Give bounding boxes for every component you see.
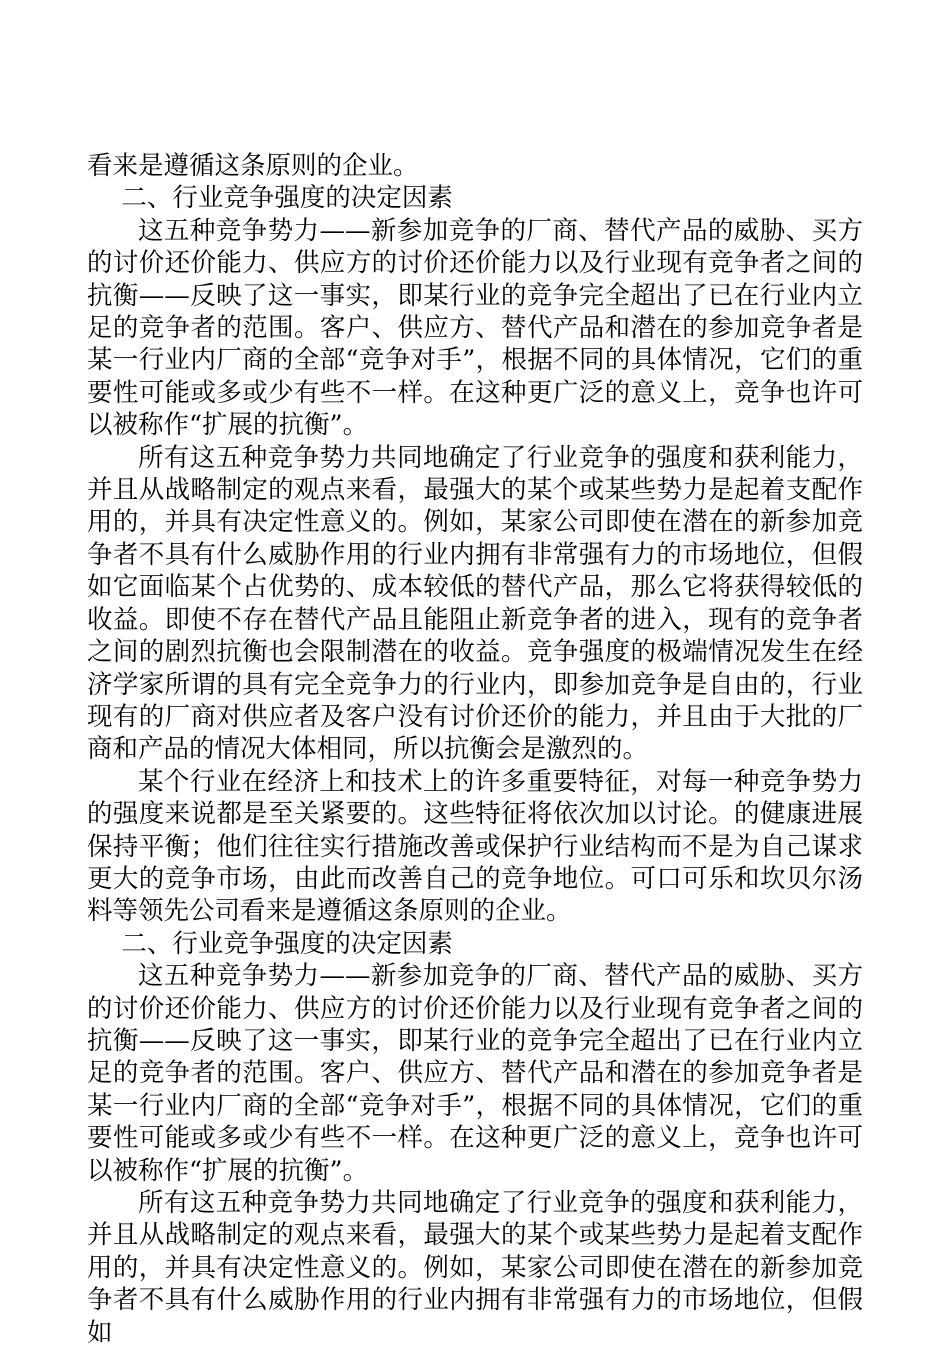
paragraph: 某个行业在经济上和技术上的许多重要特征，对每一种竞争势力的强度来说都是至关紧要的。这些特征将依次加以讨论。的健康进展保持平衡；他们往往实行措施改善或保护行业结构而不是为自己谋求更大的竞争市场，由此而改善自己的竞争地位。可口可乐和坎贝尔汤料等领先公司看来是遵循这条原则的企业。 bbox=[87, 766, 863, 927]
paragraph: 所有这五种竞争势力共同地确定了行业竞争的强度和获利能力，并且从战略制定的观点来看，最强大的某个或某些势力是起着支配作用的，并具有决定性意义的。例如，某家公司即使在潜在的新参加竞争者不具有什么威胁作用的行业内拥有非常强有力的市场地位，但假如 bbox=[87, 1188, 863, 1348]
paragraph: 所有这五种竞争势力共同地确定了行业竞争的强度和获利能力，并且从战略制定的观点来看，最强大的某个或某些势力是起着支配作用的，并具有决定性意义的。例如，某家公司即使在潜在的新参加竞争者不具有什么威胁作用的行业内拥有非常强有力的市场地位，但假如它面临某个占优势的、成本较低的替代产品，那么它将获得较低的收益。即使不存在替代产品且能阻止新竞争者的进入，现有的竞争者之间的剧烈抗衡也会限制潜在的收益。竞争强度的极端情况发生在经济学家所谓的具有完全竞争力的行业内，即参加竞争是自由的，行业现有的厂商对供应者及客户没有讨价还价的能力，并且由于大批的厂商和产品的情况大体相同，所以抗衡会是激烈的。 bbox=[87, 442, 863, 765]
section-heading: 二、行业竞争强度的决定因素 bbox=[121, 928, 453, 959]
paragraph: 这五种竞争势力——新参加竞争的厂商、替代产品的威胁、买方的讨价还价能力、供应方的讨价还价能力以及行业现有竞争者之间的抗衡——反映了这一事实，即某行业的竞争完全超出了已在行业内立足的竞争者的范围。客户、供应方、替代产品和潜在的参加竞争者是某一行业内厂商的全部“竞争对手”，根据不同的具体情况，它们的重要性可能或多或少有些不一样。在这种更广泛的意义上，竞争也许可以被称作“扩展的抗衡”。 bbox=[87, 215, 863, 441]
paragraph: 这五种竞争势力——新参加竞争的厂商、替代产品的威胁、买方的讨价还价能力、供应方的讨价还价能力以及行业现有竞争者之间的抗衡——反映了这一事实，即某行业的竞争完全超出了已在行业内立足的竞争者的范围。客户、供应方、替代产品和潜在的参加竞争者是某一行业内厂商的全部“竞争对手”，根据不同的具体情况，它们的重要性可能或多或少有些不一样。在这种更广泛的意义上，竞争也许可以被称作“扩展的抗衡”。 bbox=[87, 961, 863, 1186]
paragraph-continuation: 看来是遵循这条原则的企业。 bbox=[87, 151, 419, 181]
section-heading: 二、行业竞争强度的决定因素 bbox=[121, 183, 453, 214]
document-body bbox=[87, 150, 863, 1349]
